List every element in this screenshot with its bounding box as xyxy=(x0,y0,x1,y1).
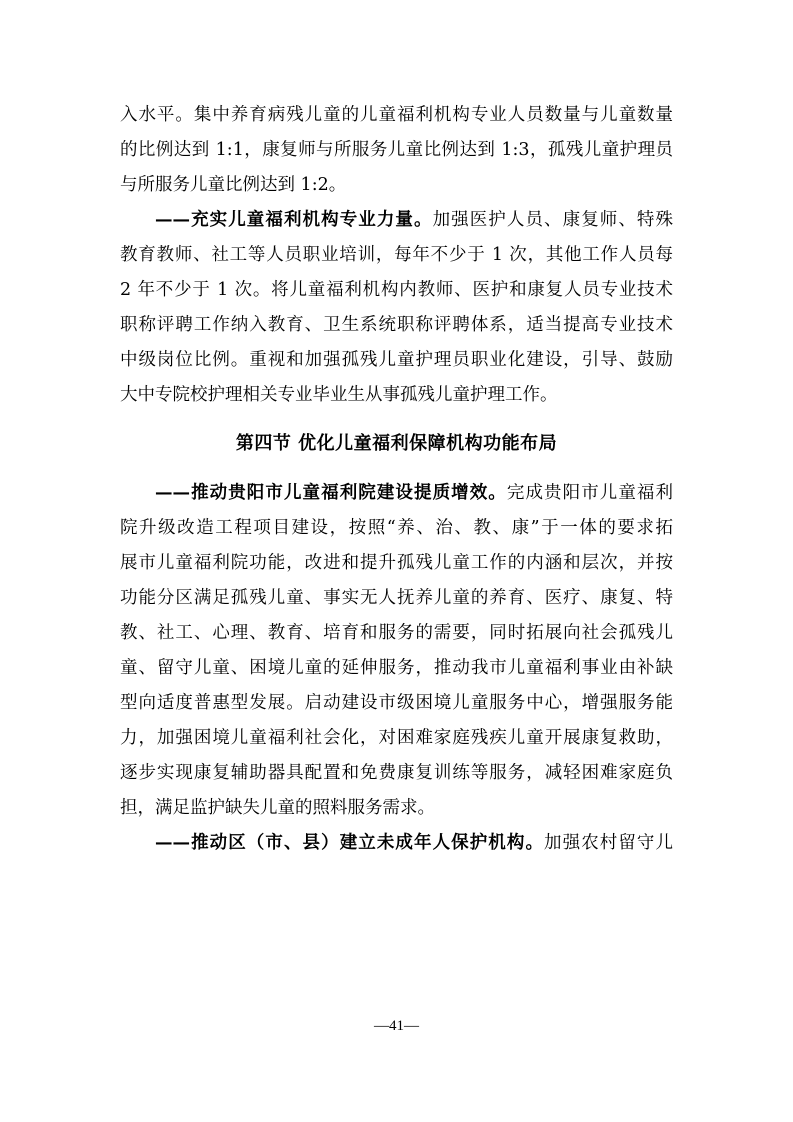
text-line: 中级岗位比例。重视和加强孤残儿童护理员职业化建设，引导、鼓励 xyxy=(120,350,673,370)
paragraph-protection xyxy=(120,826,673,861)
text-line: 童、留守儿童、困境儿童的延伸服务，推动我市儿童福利事业由补缺 xyxy=(120,658,673,678)
text-line: 逐步实现康复辅助器具配置和免费康复训练等服务，减轻困难家庭负 xyxy=(120,763,673,783)
page-number: —41— xyxy=(374,1018,419,1034)
text-run: 完成贵阳市儿童福利 xyxy=(506,483,674,503)
text-line: 教育教师、社工等人员职业培训，每年不少于 1 次，其他工作人员每 xyxy=(120,245,673,265)
text-line: 担，满足监护缺失儿童的照料服务需求。 xyxy=(120,798,435,818)
text-line xyxy=(120,203,673,238)
bold-lead: ——充实儿童福利机构专业力量。 xyxy=(155,210,433,230)
text-line: 2 年不少于 1 次。将儿童福利机构内教师、医护和康复人员专业技术 xyxy=(120,280,673,300)
text-line: 院升级改造工程项目建设，按照“养、治、教、康”于一体的要求拓 xyxy=(120,518,673,538)
bold-lead: ——推动贵阳市儿童福利院建设提质增效。 xyxy=(155,483,507,503)
text-line: 展市儿童福利院功能，改进和提升孤残儿童工作的内涵和层次，并按 xyxy=(120,553,673,573)
paragraph-staffing xyxy=(120,203,673,413)
text-line: 功能分区满足孤残儿童、事实无人抚养儿童的养育、医疗、康复、特 xyxy=(120,588,673,608)
text-run: 加强农村留守儿 xyxy=(544,833,674,853)
paragraph-guiyang xyxy=(120,476,673,826)
text-run: 加强医护人员、康复师、特殊 xyxy=(432,210,674,230)
bold-lead: ——推动区（市、县）建立未成年人保护机构。 xyxy=(155,833,545,853)
text-line: 大中专院校护理相关专业毕业生从事孤残儿童护理工作。 xyxy=(120,385,558,405)
text-line: 教、社工、心理、教育、培育和服务的需要，同时拓展向社会孤残儿 xyxy=(120,623,673,643)
text-line: 的比例达到 1:1，康复师与所服务儿童比例达到 1:3，孤残儿童护理员 xyxy=(120,140,673,160)
text-line: 入水平。集中养育病残儿童的儿童福利机构专业人员数量与儿童数量 xyxy=(120,105,673,125)
text-line: 与所服务儿童比例达到 1:2。 xyxy=(120,175,347,195)
body-text xyxy=(120,98,673,861)
text-line: 职称评聘工作纳入教育、卫生系统职称评聘体系，适当提高专业技术 xyxy=(120,315,673,335)
text-line xyxy=(120,826,673,861)
text-line: 力，加强困境儿童福利社会化，对困难家庭残疾儿童开展康复救助， xyxy=(120,728,673,748)
text-line: 型向适度普惠型发展。启动建设市级困境儿童服务中心，增强服务能 xyxy=(120,693,673,713)
section-heading: 第四节 优化儿童福利保障机构功能布局 xyxy=(235,433,558,454)
paragraph-ratios xyxy=(120,98,673,203)
text-line xyxy=(120,476,673,511)
